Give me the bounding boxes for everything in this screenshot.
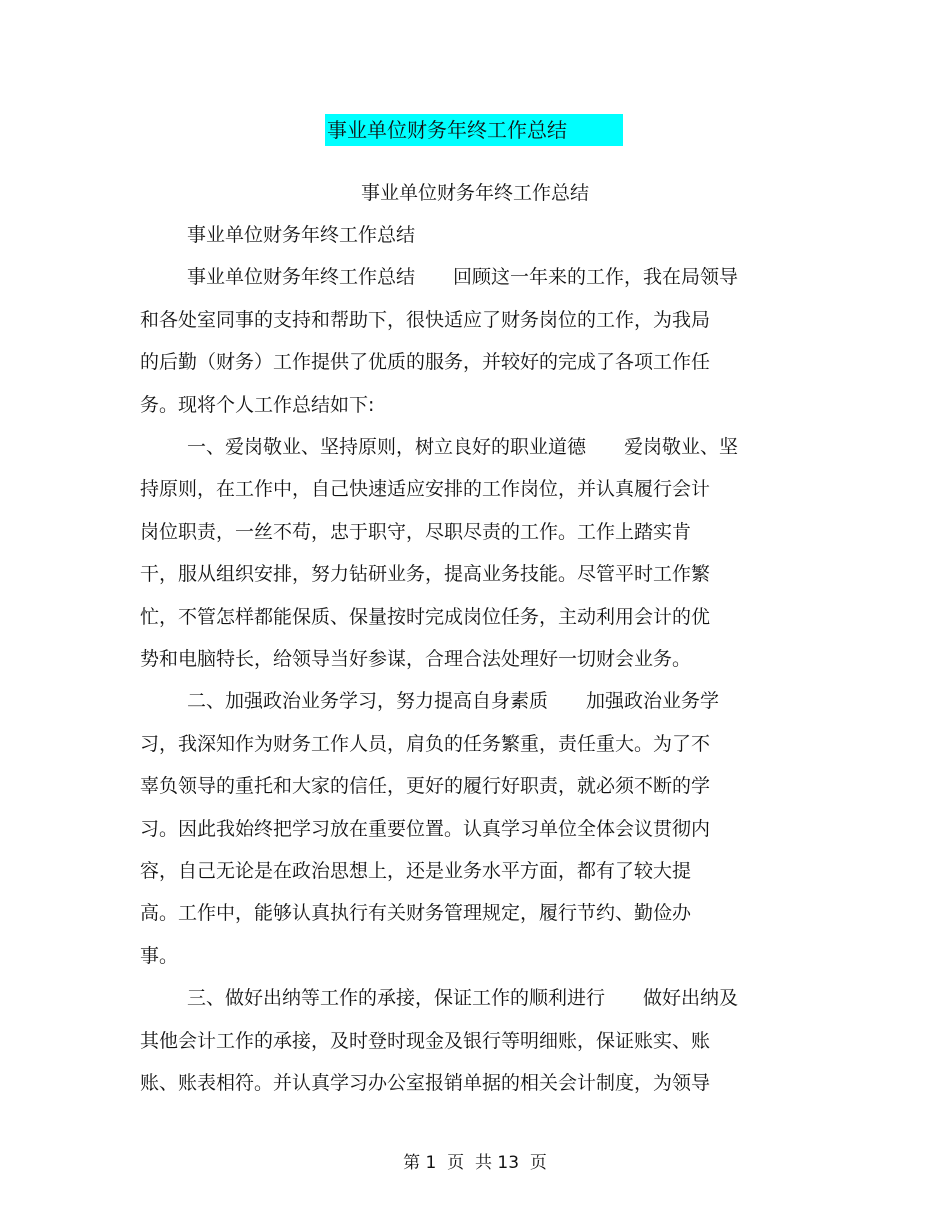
body-line: 事业单位财务年终工作总结 xyxy=(187,224,416,246)
body-line: 岗位职责，一丝不苟，忠于职守，尽职尽责的工作。工作上踏实肯 xyxy=(140,521,692,543)
document-subtitle: 事业单位财务年终工作总结 xyxy=(360,182,589,204)
body-line: 务。现将个人工作总结如下: xyxy=(140,394,375,416)
body-line: 其他会计工作的承接，及时登时现金及银行等明细账，保证账实、账 xyxy=(140,1030,711,1052)
document-title-highlight xyxy=(325,114,623,146)
body-line: 高。工作中，能够认真执行有关财务管理规定，履行节约、勤俭办 xyxy=(140,902,692,924)
document-title: 事业单位财务年终工作总结 xyxy=(327,118,567,142)
body-line: 事。 xyxy=(140,945,179,967)
body-line: 干，服从组织安排，努力钻研业务，提高业务技能。尽管平时工作繁 xyxy=(140,563,711,585)
body-line: 账、账表相符。并认真学习办公室报销单据的相关会计制度，为领导 xyxy=(140,1072,711,1094)
body-line: 辜负领导的重托和大家的信任，更好的履行好职责，就必须不断的学 xyxy=(140,775,711,797)
body-line: 习。因此我始终把学习放在重要位置。认真学习单位全体会议贯彻内 xyxy=(140,818,711,840)
body-line: 持原则，在工作中，自己快速适应安排的工作岗位，并认真履行会计 xyxy=(140,478,711,500)
body-line: 的后勤（财务）工作提供了优质的服务，并较好的完成了各项工作任 xyxy=(140,351,711,373)
page-number-footer: 第 1 页 共 13 页 xyxy=(403,1153,547,1173)
body-line: 二、加强政治业务学习，努力提高自身素质 加强政治业务学 xyxy=(187,690,720,712)
body-line: 一、爱岗敬业、坚持原则，树立良好的职业道德 爱岗敬业、坚 xyxy=(187,436,739,458)
body-line: 习，我深知作为财务工作人员，肩负的任务繁重，责任重大。为了不 xyxy=(140,733,711,755)
body-line: 事业单位财务年终工作总结 回顾这一年来的工作，我在局领导 xyxy=(187,266,739,288)
body-line: 忙，不管怎样都能保质、保量按时完成岗位任务，主动利用会计的优 xyxy=(140,606,711,628)
body-line: 势和电脑特长，给领导当好参谋，合理合法处理好一切财会业务。 xyxy=(140,648,692,670)
body-line: 和各处室同事的支持和帮助下，很快适应了财务岗位的工作，为我局 xyxy=(140,309,711,331)
body-line: 容，自己无论是在政治思想上，还是业务水平方面，都有了较大提 xyxy=(140,860,692,882)
body-line: 三、做好出纳等工作的承接，保证工作的顺利进行 做好出纳及 xyxy=(187,987,739,1009)
